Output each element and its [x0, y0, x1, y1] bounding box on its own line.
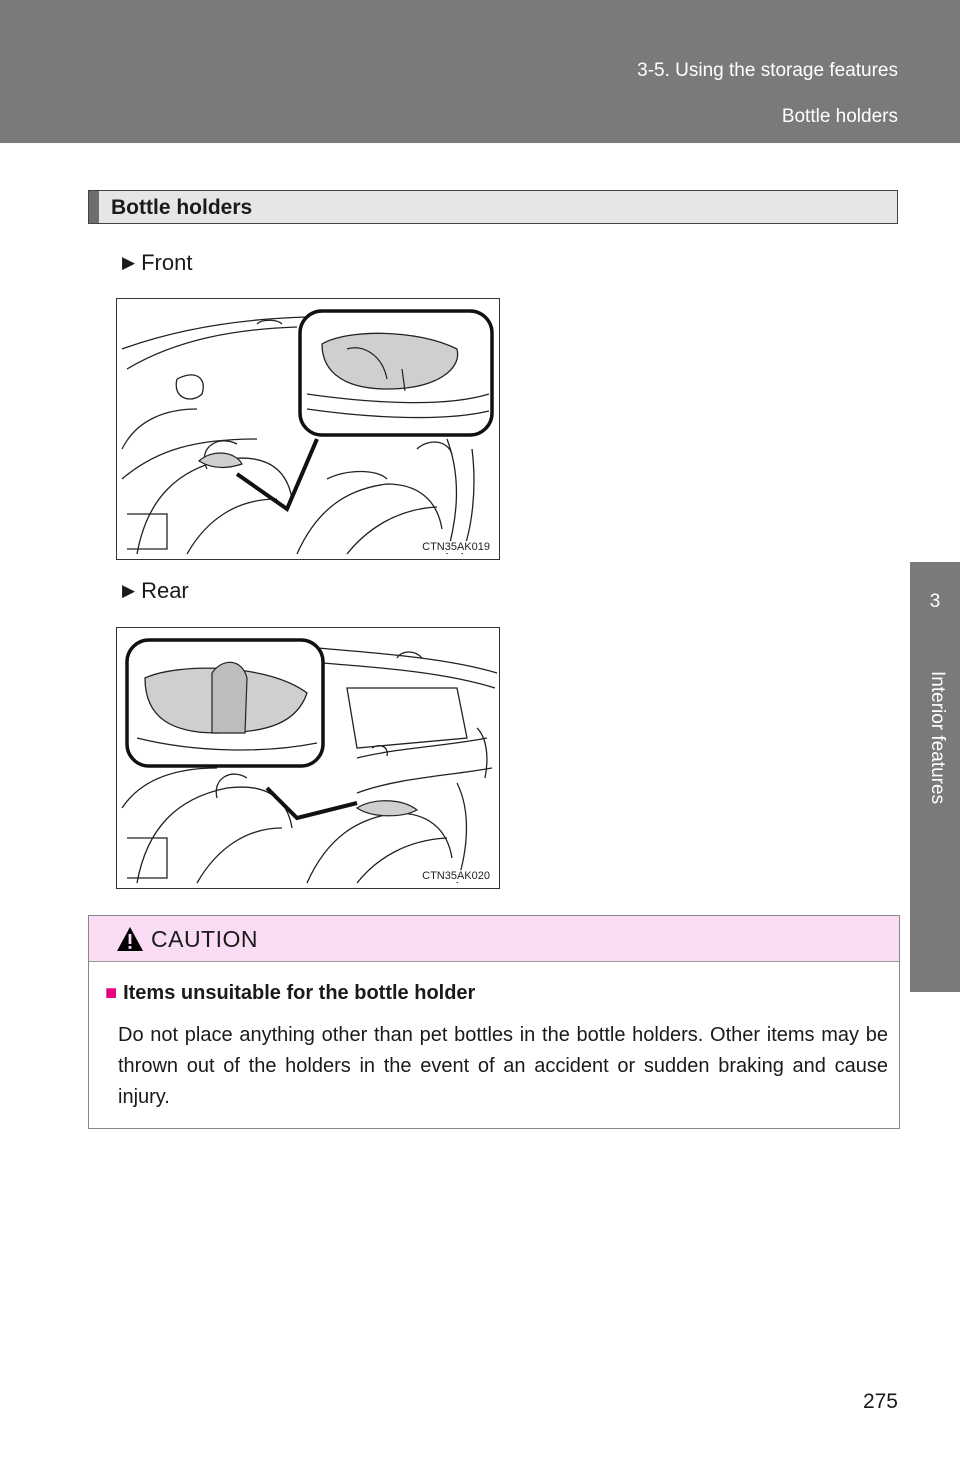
caution-item-title-text: Items unsuitable for the bottle holder: [123, 982, 476, 1004]
warning-triangle-icon: [115, 925, 145, 953]
chapter-number: 3: [929, 591, 941, 612]
section-heading-bar: [88, 190, 898, 224]
front-interior-illustration: [117, 299, 500, 560]
front-label-text: Front: [141, 250, 193, 275]
triangle-right-icon: ▶: [122, 253, 136, 272]
rear-bottle-holder-figure: [116, 627, 500, 889]
front-bottle-holder-figure: [116, 298, 500, 560]
chapter-side-tab: [910, 143, 960, 1484]
rear-interior-illustration: [117, 628, 500, 889]
caution-header: [89, 916, 899, 962]
chapter-label: Interior features: [927, 671, 948, 805]
caution-body: Do not place anything other than pet bottles in the bottle holders. Other items may be thrown out of the holders in the event of an accident or sudden braking and cause injury.: [118, 1024, 888, 1108]
triangle-right-icon: ▶: [122, 581, 136, 600]
front-label: [122, 250, 192, 276]
rear-label: [122, 578, 189, 604]
caution-box: [88, 915, 900, 1129]
caution-item-title: [105, 982, 475, 1005]
caution-heading: CAUTION: [151, 926, 258, 952]
rear-label-text: Rear: [141, 578, 189, 603]
front-figure-code: CTN35AK019: [419, 541, 493, 553]
section-title: 3-5. Using the storage features: [637, 60, 898, 81]
subsection-title: Bottle holders: [781, 106, 898, 127]
square-bullet-icon: ■: [105, 982, 118, 1004]
rear-figure-code: CTN35AK020: [419, 870, 493, 882]
page-header: [0, 0, 960, 143]
section-heading: Bottle holders: [111, 196, 253, 219]
heading-accent: [89, 191, 99, 223]
page-number: 275: [862, 1390, 898, 1413]
